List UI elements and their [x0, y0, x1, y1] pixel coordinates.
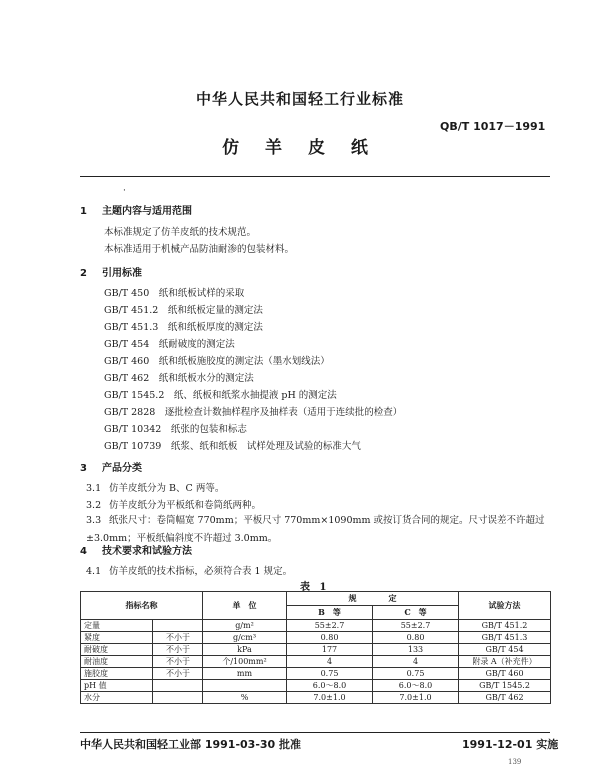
clause-text: 仿羊皮纸分为 B、C 两等。 [109, 483, 225, 494]
cell-name: 耐破度 [81, 644, 153, 656]
clause-text: 仿羊皮纸分为平板纸和卷筒纸两种。 [109, 500, 262, 511]
section-title: 引用标准 [102, 268, 142, 279]
reference-item: GB/T 460 纸和纸板施胶度的测定法（墨水划线法） [104, 356, 330, 367]
cell-grade-c: 55±2.7 [373, 620, 459, 632]
cell-unit [203, 680, 287, 692]
header-spec: 规 定 [287, 592, 459, 606]
standard-number: QB/T 1017－1991 [440, 120, 546, 133]
footer-rule [80, 732, 550, 733]
cell-method: GB/T 451.2 [459, 620, 551, 632]
clause-text: 仿羊皮纸的技术指标，必须符合表 1 规定。 [109, 566, 293, 577]
clause-number: 3.3 [86, 515, 102, 526]
document-title: 仿 羊 皮 纸 [222, 138, 378, 158]
section-1-heading [80, 202, 192, 217]
cell-name: 施胶度 [81, 668, 153, 680]
section-number: 2 [80, 268, 87, 279]
margin-mark: · [123, 186, 126, 196]
clause-3-2 [86, 497, 261, 511]
cell-method: 附录 A（补充件） [459, 656, 551, 668]
cell-grade-b: 0.80 [287, 632, 373, 644]
page-number: 139 [508, 758, 522, 766]
cell-unit: g/cm³ [203, 632, 287, 644]
section-number: 4 [80, 546, 87, 557]
clause-number: 3.2 [86, 500, 102, 511]
cell-grade-b: 55±2.7 [287, 620, 373, 632]
table-row [81, 644, 551, 656]
header-method: 试验方法 [459, 592, 551, 620]
header-rule [80, 176, 550, 177]
cell-grade-c: 0.80 [373, 632, 459, 644]
cell-condition: 不小于 [153, 668, 203, 680]
cell-method: GB/T 454 [459, 644, 551, 656]
cell-name: 定量 [81, 620, 153, 632]
clause-text: 纸张尺寸：卷筒幅宽 770mm；平板尺寸 770mm×1090mm 或按订货合同的规定。尺寸误差不许超过±3.0mm；平板纸偏斜度不许超过 3.0mm。 [86, 515, 545, 544]
reference-item: GB/T 2828 逐批检查计数抽样程序及抽样表（适用于连续批的检查） [104, 407, 403, 418]
cell-name: 耐油度 [81, 656, 153, 668]
cell-grade-c: 4 [373, 656, 459, 668]
cell-grade-c: 7.0±1.0 [373, 692, 459, 704]
cell-unit: kPa [203, 644, 287, 656]
cell-method: GB/T 462 [459, 692, 551, 704]
cell-unit: 个/100mm² [203, 656, 287, 668]
reference-item: GB/T 454 纸耐破度的测定法 [104, 339, 235, 350]
cell-name: pH 值 [81, 680, 153, 692]
section-number: 1 [80, 206, 87, 217]
table-row [81, 620, 551, 632]
section-title: 主题内容与适用范围 [102, 206, 192, 217]
cell-unit: % [203, 692, 287, 704]
cell-grade-b: 177 [287, 644, 373, 656]
reference-item: GB/T 451.3 纸和纸板厚度的测定法 [104, 322, 263, 333]
cell-grade-c: 6.0～8.0 [373, 680, 459, 692]
section-number: 3 [80, 463, 87, 474]
table-row [81, 632, 551, 644]
implementation-date: 1991-12-01 实施 [462, 738, 559, 751]
table-row [81, 680, 551, 692]
clause-3-1 [86, 480, 224, 494]
header-grade-b: B 等 [287, 606, 373, 620]
approval-date: 中华人民共和国轻工业部 1991-03-30 批准 [80, 738, 302, 751]
reference-item: GB/T 1545.2 纸、纸板和纸浆水抽提液 pH 的测定法 [104, 390, 337, 401]
cell-grade-b: 7.0±1.0 [287, 692, 373, 704]
cell-condition [153, 620, 203, 632]
cell-condition: 不小于 [153, 644, 203, 656]
section-4-heading [80, 542, 192, 557]
cell-grade-b: 6.0～8.0 [287, 680, 373, 692]
cell-grade-b: 4 [287, 656, 373, 668]
cell-condition [153, 680, 203, 692]
clause-number: 4.1 [86, 566, 102, 577]
section-2-heading [80, 264, 142, 279]
table-header-row [81, 592, 551, 606]
cell-grade-c: 0.75 [373, 668, 459, 680]
section-title: 产品分类 [102, 463, 142, 474]
reference-item: GB/T 462 纸和纸板水分的测定法 [104, 373, 254, 384]
table-row [81, 668, 551, 680]
cell-method: GB/T 451.3 [459, 632, 551, 644]
clause-number: 3.1 [86, 483, 102, 494]
header-unit: 单 位 [203, 592, 287, 620]
cell-name: 水分 [81, 692, 153, 704]
table-row [81, 692, 551, 704]
reference-item: GB/T 450 纸和纸板试样的采取 [104, 288, 245, 299]
cell-unit: mm [203, 668, 287, 680]
section-3-heading [80, 459, 142, 474]
table-row [81, 656, 551, 668]
cell-condition [153, 692, 203, 704]
section-1-para-2: 本标准适用于机械产品防油耐渗的包装材料。 [104, 244, 295, 255]
reference-item: GB/T 451.2 纸和纸板定量的测定法 [104, 305, 263, 316]
table-caption: 表 1 [300, 582, 330, 593]
reference-item: GB/T 10739 纸浆、纸和纸板 试样处理及试验的标准大气 [104, 441, 361, 452]
cell-method: GB/T 460 [459, 668, 551, 680]
cell-condition: 不小于 [153, 656, 203, 668]
section-title: 技术要求和试验方法 [102, 546, 192, 557]
spec-table [80, 591, 551, 704]
cell-grade-c: 133 [373, 644, 459, 656]
header-indicator: 指标名称 [81, 592, 203, 620]
reference-item: GB/T 10342 纸张的包装和标志 [104, 424, 247, 435]
cell-condition: 不小于 [153, 632, 203, 644]
cell-method: GB/T 1545.2 [459, 680, 551, 692]
cell-unit: g/m² [203, 620, 287, 632]
section-1-para-1: 本标准规定了仿羊皮纸的技术规范。 [104, 227, 257, 238]
ministry-title: 中华人民共和国轻工行业标准 [195, 90, 404, 108]
cell-name: 紧度 [81, 632, 153, 644]
clause-4-1 [86, 563, 292, 577]
cell-grade-b: 0.75 [287, 668, 373, 680]
header-grade-c: C 等 [373, 606, 459, 620]
